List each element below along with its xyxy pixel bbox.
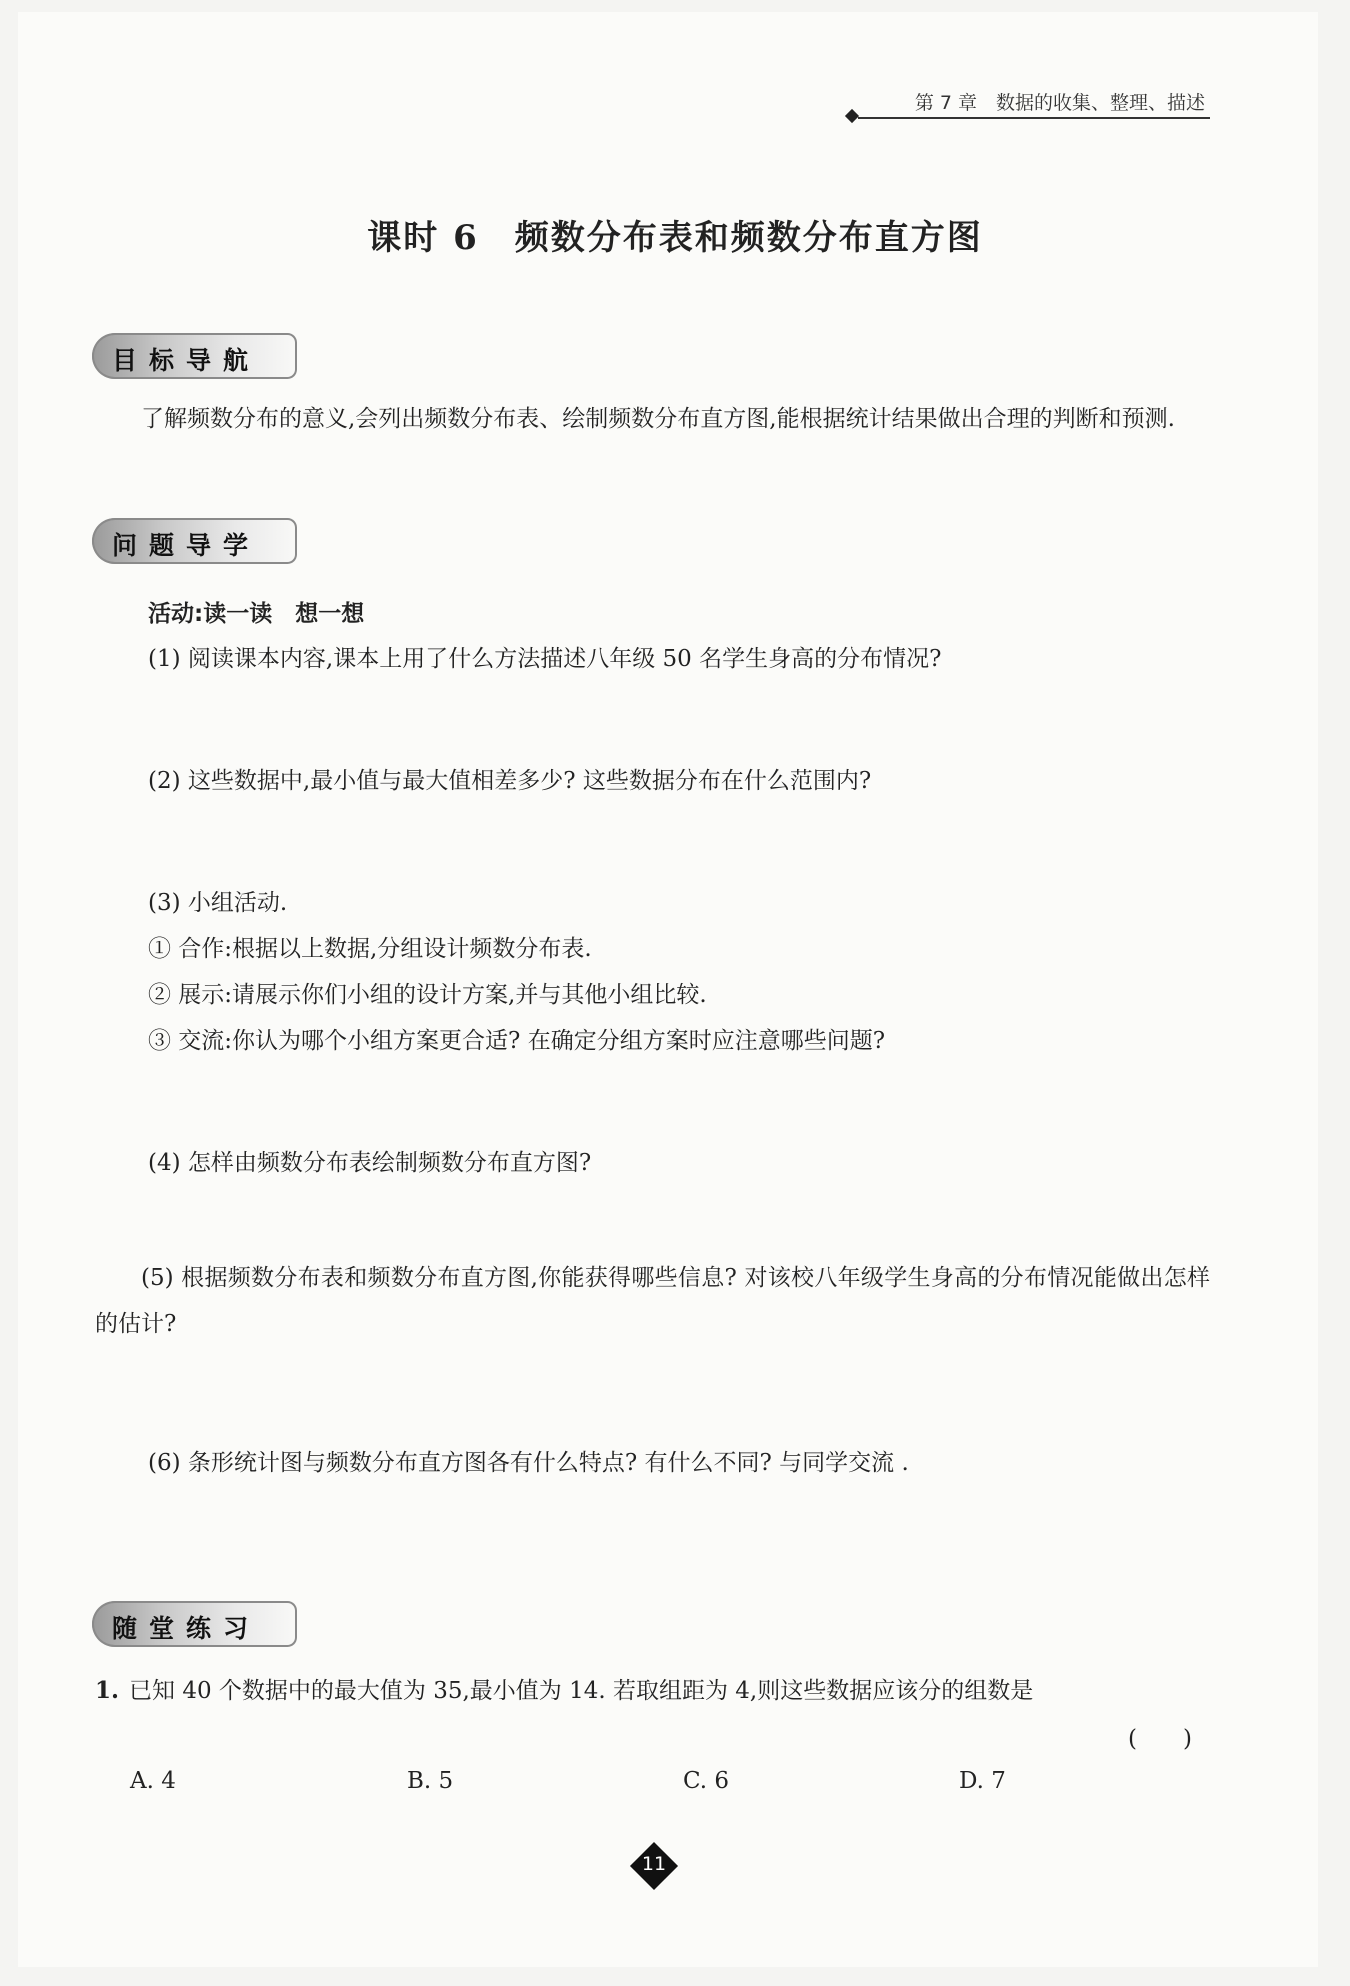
activity-title: 活动:读一读 想一想 [148,601,365,627]
question-1: (1) 阅读课本内容,课本上用了什么方法描述八年级 50 名学生身高的分布情况? [148,646,942,672]
question-3: (3) 小组活动. [148,890,288,916]
exercise-1 [95,1672,1033,1705]
question-3a: ① 合作:根据以上数据,分组设计频数分布表. [148,936,592,962]
section-guide-label: 问题导学 [112,531,261,560]
header-rule [858,117,1210,119]
section-practice [92,1601,297,1647]
section-goals-label: 目标导航 [112,346,261,375]
question-4: (4) 怎样由频数分布表绘制频数分布直方图? [148,1150,592,1176]
question-3c: ③ 交流:你认为哪个小组方案更合适? 在确定分组方案时应注意哪些问题? [148,1028,886,1054]
section-practice-label: 随堂练习 [112,1614,261,1643]
question-3b: ② 展示:请展示你们小组的设计方案,并与其他小组比较. [148,982,707,1008]
chapter-header: 第 7 章 数据的收集、整理、描述 [914,92,1205,114]
option-b: B. 5 [407,1768,454,1794]
exercise-1-number: 1. [95,1677,120,1704]
question-5: (5) 根据频数分布表和频数分布直方图,你能获得哪些信息? 对该校八年级学生身高的分布情况能做出怎样的估计? [95,1265,1210,1337]
question-6: (6) 条形统计图与频数分布直方图各有什么特点? 有什么不同? 与同学交流 . [148,1450,909,1476]
lesson-title: 课时 6 频数分布表和频数分布直方图 [367,218,983,258]
option-c: C. 6 [683,1768,730,1794]
exercise-1-text: 已知 40 个数据中的最大值为 35,最小值为 14. 若取组距为 4,则这些数据应该分的组数是 [129,1678,1034,1704]
section-guide [92,518,297,564]
section-goals [92,333,297,379]
answer-paren[interactable]: ( ) [1128,1726,1192,1752]
page-number-badge [630,1842,678,1890]
goals-text: 了解频数分布的意义,会列出频数分布表、绘制频数分布直方图,能根据统计结果做出合理的判断和预测. [141,406,1175,432]
option-a: A. 4 [130,1768,176,1794]
question-2: (2) 这些数据中,最小值与最大值相差多少? 这些数据分布在什么范围内? [148,768,872,794]
page-number: 11 [641,1853,667,1875]
option-d: D. 7 [959,1768,1006,1794]
